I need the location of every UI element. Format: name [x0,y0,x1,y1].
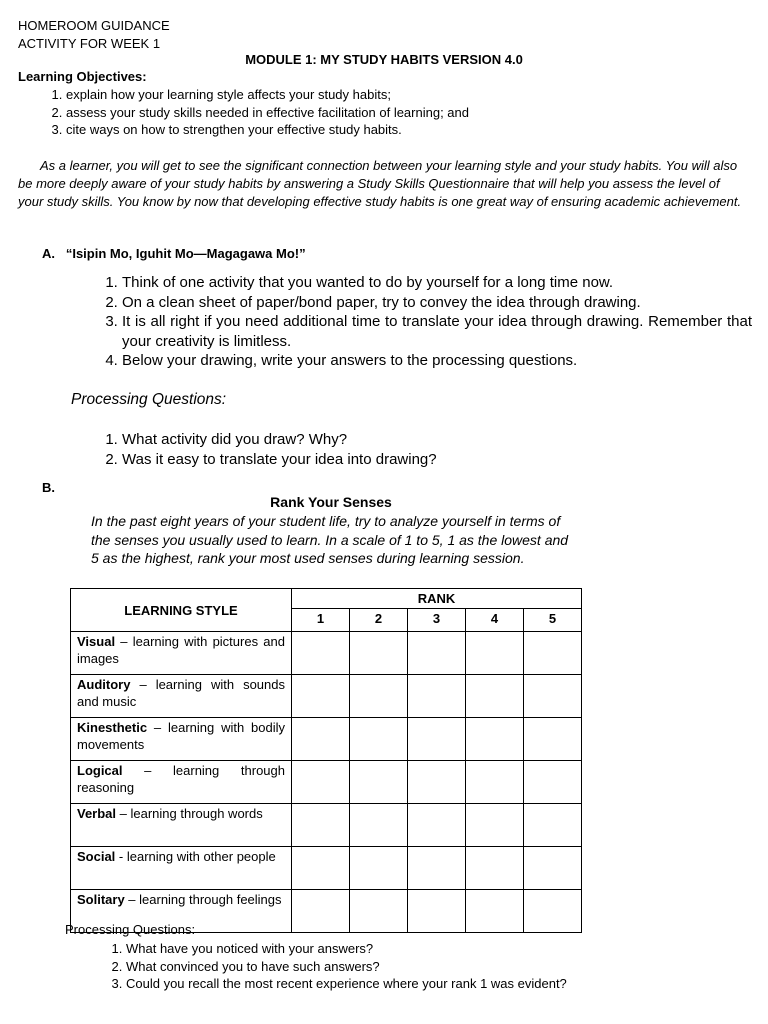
learning-style-cell [71,675,292,718]
rank-number: 1 [292,609,350,632]
step-item: 2. On a clean sheet of paper/bond paper, try to convey the idea through drawing. [122,293,752,313]
rank-input-cell[interactable] [466,847,524,890]
rank-input-cell[interactable] [350,890,408,933]
rank-input-cell[interactable] [466,890,524,933]
processing-question: 3. Could you recall the most recent experience where your rank 1 was evident? [126,975,567,993]
section-a-heading [42,246,306,261]
style-description: – learning with pictures and images [77,634,285,666]
rank-input-cell[interactable] [408,718,466,761]
rank-input-cell[interactable] [466,632,524,675]
header-line-1: HOMEROOM GUIDANCE [18,18,170,33]
rank-input-cell[interactable] [524,675,582,718]
rank-input-cell[interactable] [524,761,582,804]
table-row [71,675,582,718]
rank-table [70,588,582,933]
style-description: – learning through feelings [124,892,282,907]
section-a-processing-list [98,430,437,469]
section-b-description: In the past eight years of your student life, try to analyze yourself in terms of the senses you usually used to learn. In a scale of 1 to 5, 1 as the lowest and 5 as the highest, rank your most used senses during learning session. [91,513,569,566]
step-item: 3. It is all right if you need additional time to translate your idea through drawing. Remember that your creativity is limitless. [122,312,752,351]
rank-input-cell[interactable] [524,718,582,761]
rank-input-cell[interactable] [524,847,582,890]
rank-number: 2 [350,609,408,632]
style-name: Logical [77,763,123,778]
style-name: Solitary [77,892,125,907]
table-row [71,718,582,761]
rank-number: 3 [408,609,466,632]
section-a-steps [98,273,752,371]
rank-input-cell[interactable] [350,718,408,761]
rank-input-cell[interactable] [350,761,408,804]
header-line-2: ACTIVITY FOR WEEK 1 [18,36,161,51]
rank-input-cell[interactable] [350,632,408,675]
section-a-label: A. [42,246,55,261]
step-item: 1. Think of one activity that you wanted to do by yourself for a long time now. [122,273,752,293]
section-b-label: B. [42,480,55,495]
objective-item: 3. cite ways on how to strengthen your effective study habits. [66,121,469,139]
section-a-title: “Isipin Mo, Iguhit Mo—Magagawa Mo!” [65,246,306,261]
learning-style-cell [71,847,292,890]
style-description: - learning with other people [115,849,276,864]
learning-style-cell [71,718,292,761]
rank-input-cell[interactable] [350,675,408,718]
rank-input-cell[interactable] [466,804,524,847]
rank-input-cell[interactable] [408,890,466,933]
style-name: Auditory [77,677,131,692]
section-b-processing-list [106,940,567,993]
section-a-processing-title: Processing Questions: [71,391,227,408]
objectives-list [46,86,469,139]
rank-input-cell[interactable] [408,847,466,890]
style-description: – learning with bodily movements [77,720,285,752]
table-row [71,761,582,804]
learning-style-cell [71,761,292,804]
rank-input-cell[interactable] [408,804,466,847]
rank-number: 5 [524,609,582,632]
table-row [71,804,582,847]
rank-input-cell[interactable] [292,632,350,675]
rank-input-cell[interactable] [292,847,350,890]
objectives-heading: Learning Objectives: [18,69,147,84]
processing-question: 1. What have you noticed with your answers? [126,940,567,958]
table-row [71,847,582,890]
learning-style-header: LEARNING STYLE [71,589,292,632]
rank-input-cell[interactable] [524,890,582,933]
rank-input-cell[interactable] [350,804,408,847]
rank-input-cell[interactable] [292,890,350,933]
rank-input-cell[interactable] [524,804,582,847]
style-name: Verbal [77,806,117,821]
rank-input-cell[interactable] [350,847,408,890]
rank-number: 4 [466,609,524,632]
rank-input-cell[interactable] [292,804,350,847]
learning-style-cell [71,632,292,675]
rank-input-cell[interactable] [292,761,350,804]
rank-input-cell[interactable] [408,675,466,718]
objective-item: 2. assess your study skills needed in effective facilitation of learning; and [66,104,469,122]
module-title: MODULE 1: MY STUDY HABITS VERSION 4.0 [245,52,523,67]
rank-input-cell[interactable] [466,718,524,761]
section-b-processing-title: Processing Questions: [65,922,196,937]
style-description: – learning with sounds and music [77,677,285,709]
style-description: – learning through words [116,806,263,821]
rank-input-cell[interactable] [408,761,466,804]
style-description: – learning through reasoning [77,763,285,795]
step-item: 4. Below your drawing, write your answers to the processing questions. [122,351,752,371]
processing-question: 2. What convinced you to have such answers? [126,958,567,976]
style-name: Visual [77,634,116,649]
rank-input-cell[interactable] [292,718,350,761]
learning-style-cell [71,804,292,847]
rank-input-cell[interactable] [292,675,350,718]
rank-input-cell[interactable] [524,632,582,675]
rank-header: RANK [292,589,582,609]
rank-input-cell[interactable] [408,632,466,675]
style-name: Kinesthetic [77,720,148,735]
processing-question: 1. What activity did you draw? Why? [122,430,437,450]
processing-question: 2. Was it easy to translate your idea into drawing? [122,450,437,470]
intro-paragraph: As a learner, you will get to see the significant connection between your learning style and your study habits. You will also be more deeply aware of your study habits by answering a Study Skills Questionnaire that will help you assess the level of your study skills. You know by now that developing effective study habits is one great way of ensuring academic achievement. [18,158,742,209]
objective-item: 1. explain how your learning style affects your study habits; [66,86,469,104]
rank-input-cell[interactable] [466,675,524,718]
table-row [71,632,582,675]
style-name: Social [77,849,116,864]
section-b-title: Rank Your Senses [270,494,392,510]
rank-input-cell[interactable] [466,761,524,804]
